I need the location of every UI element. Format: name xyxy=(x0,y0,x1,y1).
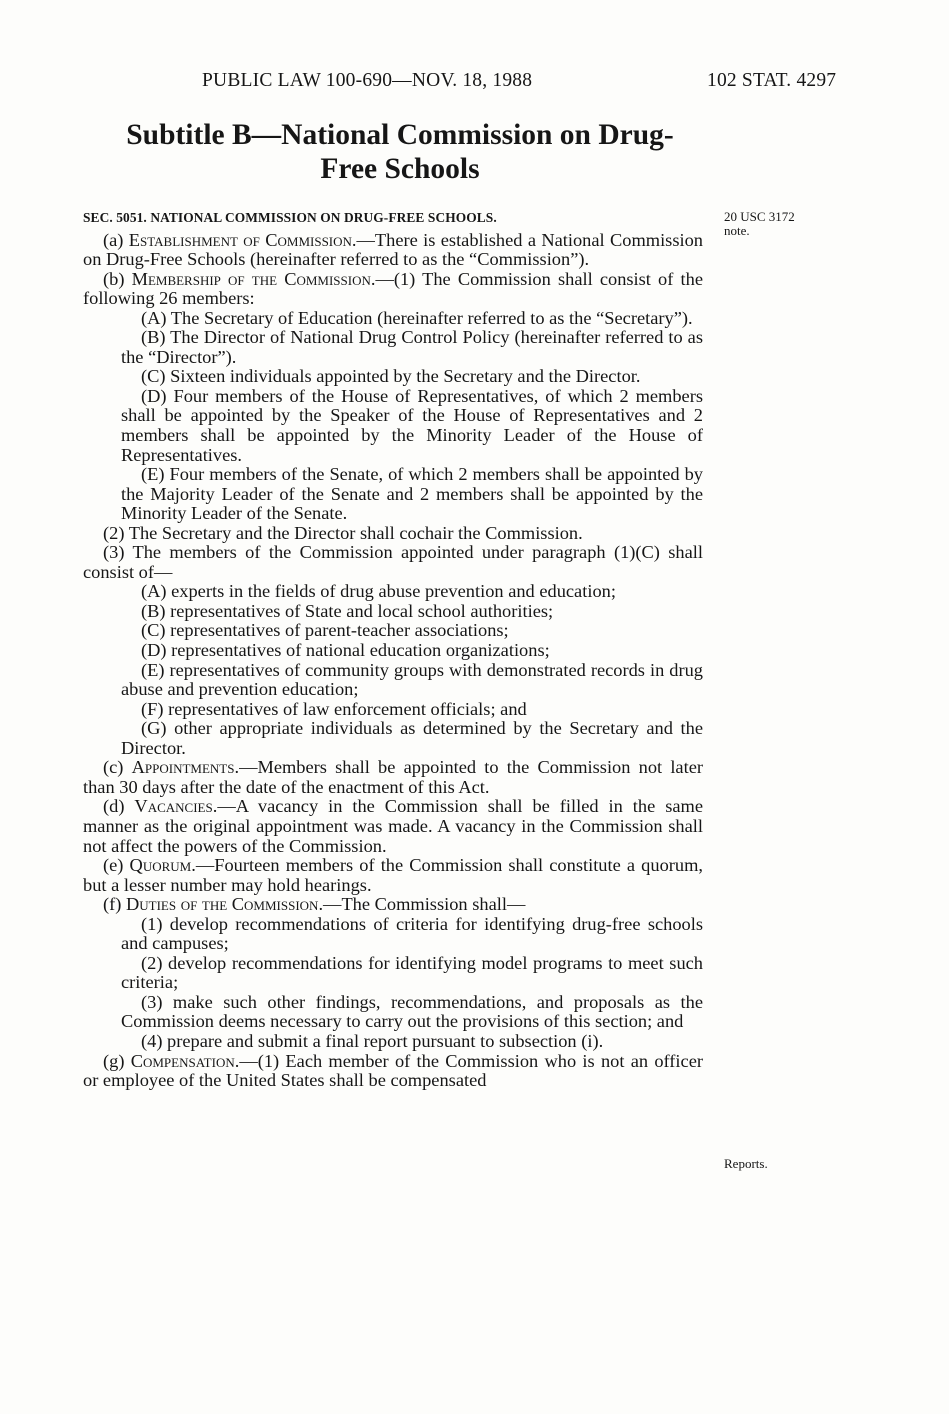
subsection-heading: Membership of the Commission. xyxy=(131,268,376,289)
margin-note-usc-citation: 20 USC 3172 xyxy=(724,209,795,224)
paragraph-b3-B: (B) representatives of State and local school authorities; xyxy=(141,600,554,621)
subsection-text: —Members shall be appointed to the Commission not later than 30 days after the date of the enactment of this Act. xyxy=(83,757,703,797)
subsection-text: —The Commission shall— xyxy=(323,894,526,915)
subsection-c xyxy=(83,758,703,797)
paragraph-b2: (2) The Secretary and the Director shall cochair the Commission. xyxy=(103,522,583,543)
subsection-text: —A vacancy in the Commission shall be filled in the same manner as the original appointment was made. A vacancy in the Commission shall not affect the powers of the Commission. xyxy=(83,796,703,856)
subsection-text: —(1) Each member of the Commission who is not an officer or employee of the United States shall be compensated xyxy=(83,1050,703,1091)
subsection-g xyxy=(83,1052,703,1091)
paragraph-b3-D: (D) representatives of national education organizations; xyxy=(141,640,550,661)
paragraph-b1-A: (A) The Secretary of Education (hereinafter referred to as the “Secretary”). xyxy=(141,307,693,328)
subsection-label: (c) xyxy=(103,757,124,778)
paragraph-f4: (4) prepare and submit a final report pursuant to subsection (i). xyxy=(141,1030,604,1051)
subsection-heading: Appointments. xyxy=(131,757,240,778)
paragraph-b1-C: (C) Sixteen individuals appointed by the Secretary and the Director. xyxy=(141,366,641,387)
subsection-d xyxy=(83,797,703,856)
subsection-label: (b) xyxy=(103,268,125,289)
subsection-heading: Establishment of Commission. xyxy=(128,229,357,250)
paragraph-b1-B: (B) The Director of National Drug Control Policy (hereinafter referred to as the “Director”). xyxy=(121,327,703,367)
section-heading: SEC. 5051. NATIONAL COMMISSION ON DRUG-FREE SCHOOLS. xyxy=(83,210,497,225)
subsection-text: —(1) The Commission shall consist of the following 26 members: xyxy=(83,268,703,309)
subsection-e xyxy=(83,856,703,895)
subsection-heading: Vacancies. xyxy=(134,796,218,817)
paragraph-b3-G: (G) other appropriate individuals as determined by the Secretary and the Director. xyxy=(121,718,703,758)
paragraph-f3: (3) make such other findings, recommendations, and proposals as the Commission deems necessary to carry out the provisions of this section; and xyxy=(121,991,703,1032)
margin-note-usc xyxy=(724,210,844,238)
subsection-label: (d) xyxy=(103,796,125,817)
paragraph-b1-E: (E) Four members of the Senate, of which 2 members shall be appointed by the Majority Leader of the Senate and 2 members shall be appointed by the Minority Leader of the Senate. xyxy=(121,464,703,524)
subsection-label: (e) xyxy=(103,855,124,876)
paragraph-b3-C: (C) representatives of parent-teacher associations; xyxy=(141,620,509,641)
paragraph-f1: (1) develop recommendations of criteria for identifying drug-free schools and campuses; xyxy=(121,913,703,954)
subsection-label: (a) xyxy=(103,229,124,250)
running-header-left: PUBLIC LAW 100-690—NOV. 18, 1988 xyxy=(202,70,533,91)
subtitle-line-2: Free Schools xyxy=(320,153,480,185)
page-number: 102 STAT. 4297 xyxy=(707,70,837,91)
subtitle-line-1: Subtitle B—National Commission on Drug- xyxy=(126,119,674,151)
subtitle-heading xyxy=(80,118,720,186)
statute-body xyxy=(83,208,703,1091)
paragraph-b3-A: (A) experts in the fields of drug abuse prevention and education; xyxy=(141,581,616,602)
paragraph-b3-E: (E) representatives of community groups with demonstrated records in drug abuse and prevention education; xyxy=(121,659,703,700)
subsection-f xyxy=(83,895,703,915)
subsection-heading: Quorum. xyxy=(129,855,196,876)
subsection-label: (g) xyxy=(103,1050,125,1071)
subsection-b xyxy=(83,270,703,309)
paragraph-b3-F: (F) representatives of law enforcement officials; and xyxy=(141,698,527,719)
paragraph-b1-D: (D) Four members of the House of Representatives, of which 2 members shall be appointed by the Speaker of the House of Representatives and 2 members shall be appointed by the Minority Leader of the House of Representatives. xyxy=(121,385,703,465)
paragraph-b3: (3) The members of the Commission appointed under paragraph (1)(C) shall consist of— xyxy=(83,542,703,582)
margin-note-usc-note: note. xyxy=(724,223,750,238)
paragraph-f2: (2) develop recommendations for identifying model programs to meet such criteria; xyxy=(121,952,703,993)
subsection-heading: Compensation. xyxy=(130,1050,240,1071)
subsection-a xyxy=(83,231,703,270)
subsection-text: —Fourteen members of the Commission shall constitute a quorum, but a lesser number may hold hearings. xyxy=(83,855,703,895)
subsection-heading: Duties of the Commission. xyxy=(125,894,324,915)
margin-note-reports: Reports. xyxy=(724,1156,768,1171)
subsection-text: —There is established a National Commission on Drug-Free Schools (hereinafter referred to as the “Commission”). xyxy=(83,229,703,270)
subsection-label: (f) xyxy=(103,894,122,915)
